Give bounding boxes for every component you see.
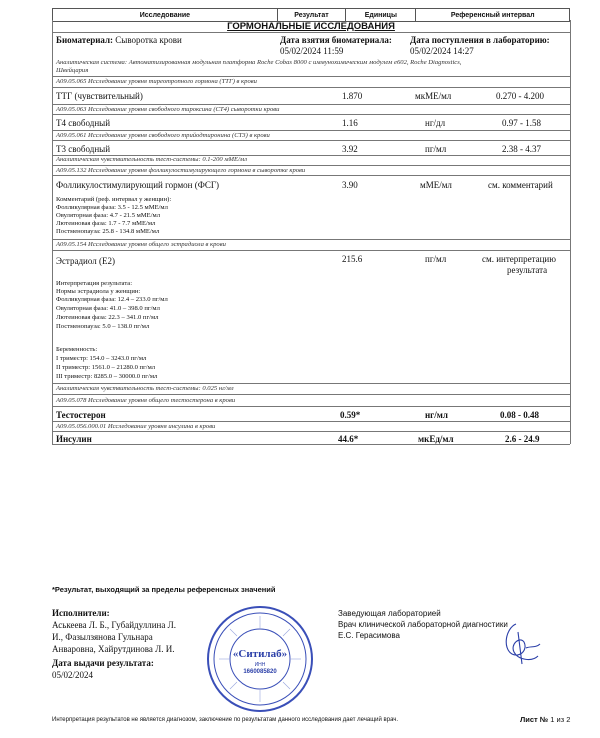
biomaterial: Биоматериал: Сыворотка крови [56, 35, 182, 45]
t4-units: нг/дл [425, 118, 446, 128]
e2-interp-0: Интерпретация результата: [56, 280, 133, 287]
table-header [52, 8, 570, 22]
t3-name: Т3 свободный [56, 144, 111, 154]
testo-result: 0.59* [340, 410, 361, 420]
t3-result: 3.92 [342, 144, 358, 154]
bottom-note: Интерпретация результатов не является диагнозом, заключение по результатам данного исследования дает лечащий врач. [52, 717, 399, 723]
sampling-value: 05/02/2024 11:59 [280, 46, 344, 56]
fsh-comment-1: Фолликулярная фаза: 3.5 - 12.5 мМЕ/мл [56, 204, 168, 211]
e2-sensitivity: Аналитическая чувствительность тест-системы: 0.025 нг/мл [56, 385, 234, 392]
header-units: Единицы [346, 9, 416, 21]
stamp-inn: 1660085820 [243, 669, 277, 675]
executors-line-0: Аськеева Л. Б., Губайдуллина Л. [52, 620, 176, 630]
footnote: *Результат, выходящий за пределы референсных значений [52, 585, 276, 594]
e2-units: пг/мл [425, 254, 447, 264]
e2-interp-3: Овуляторная фаза: 41.0 – 398.0 пг/мл [56, 305, 160, 312]
head-line-2: Е.С. Герасимова [338, 631, 400, 640]
ins-name: Инсулин [56, 434, 92, 444]
page-indicator: Лист № 1 из 2 [520, 715, 571, 724]
header-result: Результат [278, 9, 346, 21]
header-ref: Референсный интервал [450, 11, 535, 19]
t3-units: пг/мл [425, 144, 447, 154]
issue-label: Дата выдачи результата: [52, 658, 154, 668]
system-note-2: Швейцария [56, 67, 89, 74]
received-value: 05/02/2024 14:27 [410, 46, 474, 56]
lab-stamp [205, 604, 315, 714]
executors-line-2: Анваровна, Хайрутдинова Л. И. [52, 644, 175, 654]
t4-ref: 0.97 - 1.58 [502, 118, 541, 128]
fsh-comment-0: Комментарий (реф. интервал у женщин): [56, 196, 172, 203]
section-title: ГОРМОНАЛЬНЫЕ ИССЛЕДОВАНИЯ [227, 21, 395, 32]
ins-units: мкЕд/мл [418, 434, 454, 444]
stamp-inn-label: ИНН [254, 662, 266, 668]
ins-code: A09.05.056.000.01 Исследование уровня инсулина в крови [56, 423, 216, 430]
e2-ref-2: результата [507, 265, 548, 275]
testo-name: Тестостерон [56, 410, 106, 420]
e2-interp-4: Лютеиновая фаза: 22.3 – 341.0 пг/мл [56, 314, 159, 321]
fsh-result: 3.90 [342, 180, 358, 190]
ins-result: 44.6* [338, 434, 359, 444]
ins-ref: 2.6 - 24.9 [505, 434, 540, 444]
ttg-ref: 0.270 - 4.200 [496, 91, 544, 101]
e2-preg-0: Беременность: [56, 346, 98, 353]
executors-label: Исполнители: [52, 608, 110, 618]
fsh-comment-3: Лютеиновая фаза: 1.7 - 7.7 мМЕ/мл [56, 220, 156, 227]
head-line-1: Врач клинической лабораторной диагностики [338, 620, 508, 629]
ttg-name: ТТГ (чувствительный) [56, 91, 143, 101]
e2-code: A09.05.154 Исследование уровня общего эстрадиола в крови [56, 241, 226, 248]
e2-preg-1: I триместр: 154.0 – 3243.0 пг/мл [56, 355, 147, 362]
e2-interp-1: Нормы эстрадиола у женщин: [56, 288, 141, 295]
e2-interp-5: Постменопауза: 5.0 – 138.0 пг/мл [56, 323, 150, 330]
e2-result: 215.6 [342, 254, 363, 264]
t4-name: Т4 свободный [56, 118, 111, 128]
stamp-name: «Ситилаб» [232, 648, 288, 660]
fsh-ref: см. комментарий [488, 180, 553, 190]
received-label: Дата поступления в лабораторию: [410, 35, 550, 45]
t3-ref: 2.38 - 4.37 [502, 144, 541, 154]
fsh-name: Фолликулостимулирующий гормон (ФСГ) [56, 180, 220, 190]
head-line-0: Заведующая лабораторией [338, 609, 441, 618]
t3-code: A09.05.061 Исследование уровня свободного трийодтиронина (СТ3) в крови [56, 132, 270, 139]
sampling-label: Дата взятия биоматериала: [280, 35, 392, 45]
ttg-code: A09.05.065 Исследование уровня тиреотропного гормона (ТТГ) в крови [56, 78, 257, 85]
ttg-units: мкМЕ/мл [415, 91, 452, 101]
t4-result: 1.16 [342, 118, 358, 128]
e2-ref-1: см. интерпретацию [482, 254, 556, 264]
e2-name: Эстрадиол (E2) [56, 256, 115, 266]
e2-preg-2: II триместр: 1561.0 – 21280.0 пг/мл [56, 364, 156, 371]
fsh-units: мМЕ/мл [420, 180, 452, 190]
system-note: Аналитическая система: Автоматизированная модульная платформа Roche Cobas 8000 с иммунохимическим модулем e602, Roche Diagnostics, [56, 59, 462, 66]
fsh-comment-2: Овуляторная фаза: 4.7 - 21.5 мМЕ/мл [56, 212, 160, 219]
fsh-code: A09.05.132 Исследование уровня фолликулостимулирующего гормона в сыворотке крови [56, 167, 306, 174]
t3-sensitivity: Аналитическая чувствительность тест-системы: 0.1-200 мМЕ/мл [56, 156, 247, 163]
testo-ref: 0.08 - 0.48 [500, 410, 539, 420]
ttg-result: 1.870 [342, 91, 363, 101]
executors-line-1: И., Фазылзянова Гульнара [52, 632, 153, 642]
header-test: Исследование [53, 9, 278, 21]
signature-icon [498, 618, 544, 668]
fsh-comment-4: Постменопауза: 25.8 - 134.8 мМЕ/мл [56, 228, 160, 235]
issue-value: 05/02/2024 [52, 670, 94, 680]
testo-code: A09.05.078 Исследование уровня общего тестостерона в крови [56, 397, 236, 404]
t4-code: A09.05.063 Исследование уровня свободного тироксина (СТ4) сыворотки крови [56, 106, 280, 113]
e2-preg-3: III триместр: 8285.0 – 30000.0 пг/мл [56, 373, 158, 380]
testo-units: нг/мл [425, 410, 448, 420]
e2-interp-2: Фолликулярная фаза: 12.4 – 233.0 пг/мл [56, 296, 168, 303]
